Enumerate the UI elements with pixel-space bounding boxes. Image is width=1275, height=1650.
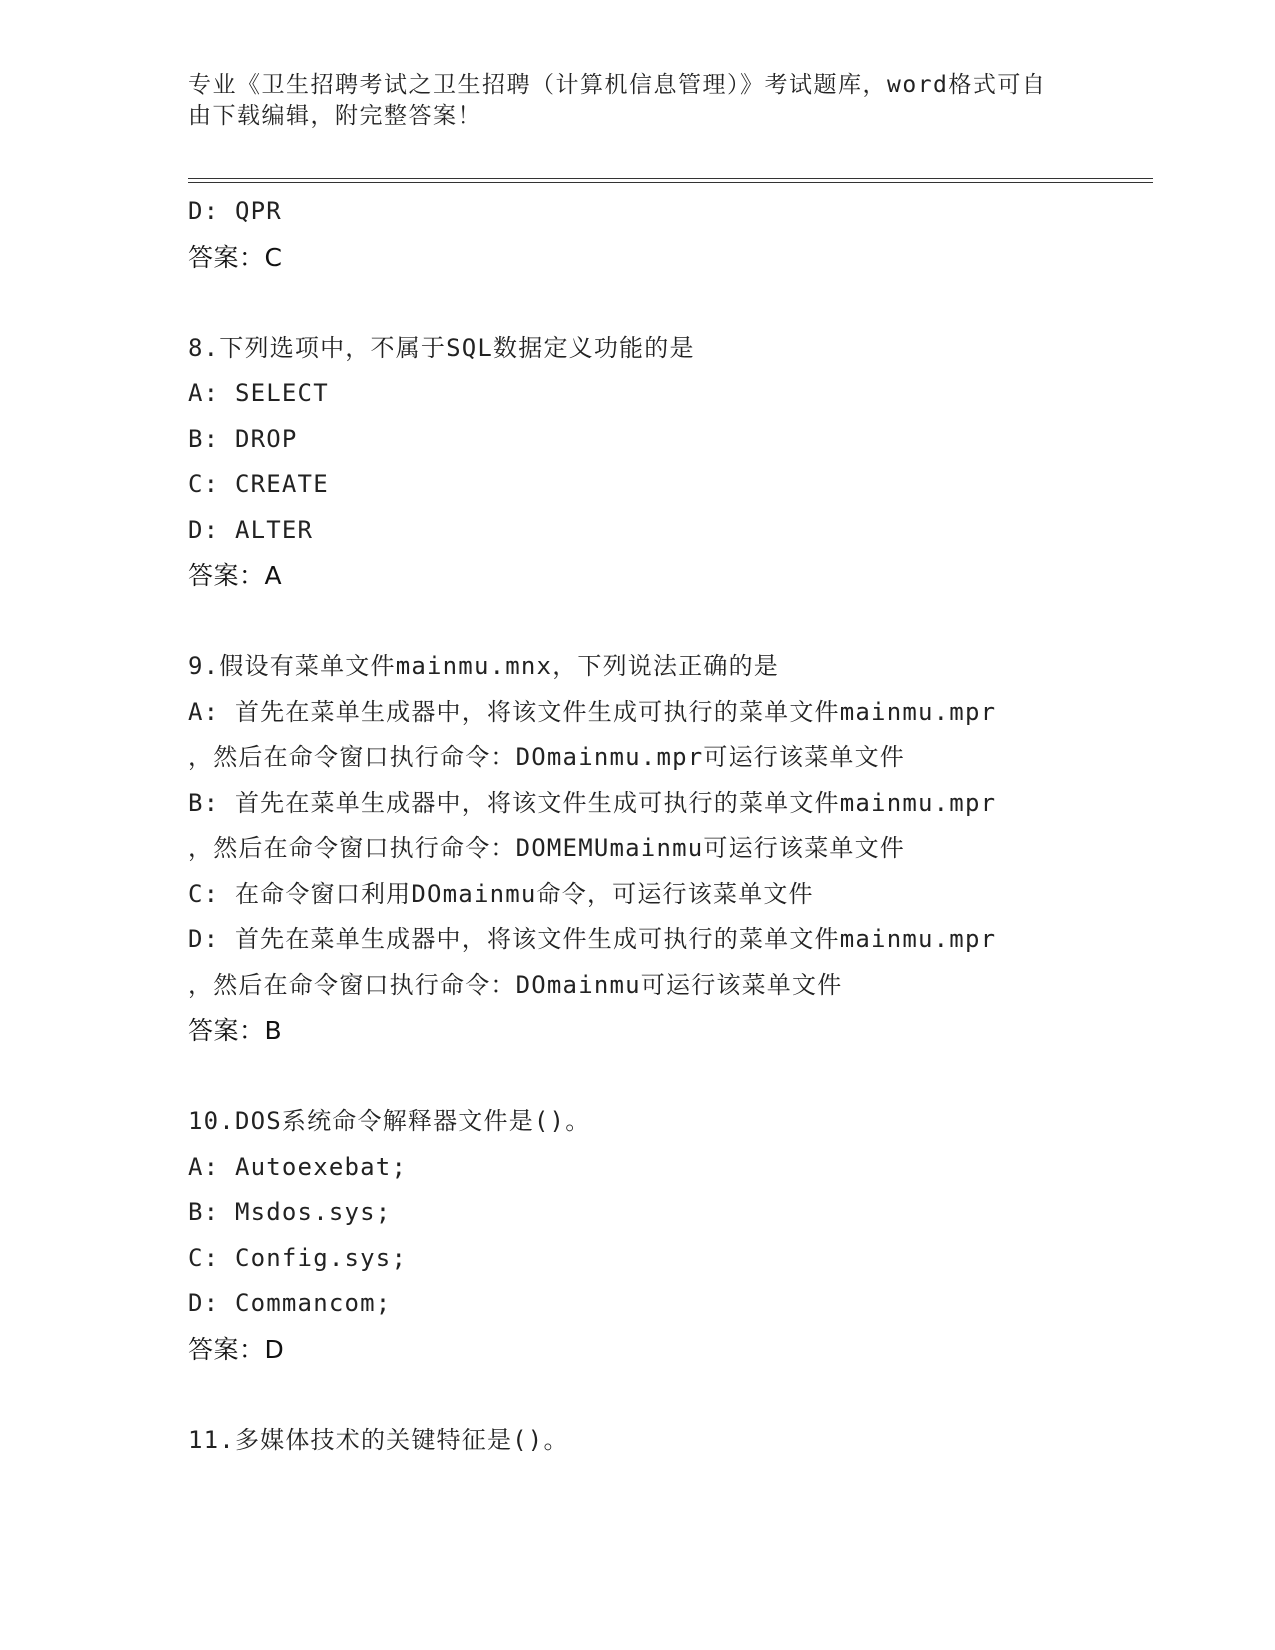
- question-8-option-b: B: DROP: [188, 424, 298, 453]
- spacer: [188, 1054, 1153, 1100]
- spacer: [188, 280, 1153, 326]
- question-10-option-c: C: Config.sys;: [188, 1243, 408, 1272]
- question-8-title: 8.下列选项中，不属于SQL数据定义功能的是: [188, 333, 695, 362]
- question-9-title: 9.假设有菜单文件mainmu.mnx，下列说法正确的是: [188, 652, 779, 680]
- document-header: [188, 70, 1088, 132]
- question-11-title: 11.多媒体技术的关键特征是()。: [188, 1425, 569, 1454]
- question-10-option-d: D: Commancom;: [188, 1289, 392, 1317]
- header-divider-top: [188, 178, 1153, 179]
- question-list: [188, 189, 1153, 1463]
- option-d: D: QPR: [188, 197, 282, 225]
- header-divider-bottom: [188, 182, 1153, 183]
- spacer: [188, 599, 1153, 645]
- question-9-option-c: C: 在命令窗口利用DOmainmu命令，可运行该菜单文件: [188, 879, 814, 908]
- question-9-option-b: B: 首先在菜单生成器中，将该文件生成可执行的菜单文件mainmu.mpr: [188, 788, 997, 817]
- question-9-option-a-cont: ，然后在命令窗口执行命令：DOmainmu.mpr可运行该菜单文件: [188, 743, 905, 771]
- question-9-option-b-cont: ，然后在命令窗口执行命令：DOMEMUmainmu可运行该菜单文件: [188, 834, 905, 862]
- answer-line: 答案：C: [188, 242, 283, 272]
- question-8-option-c: C: CREATE: [188, 470, 329, 498]
- question-9-answer: 答案：B: [188, 1016, 283, 1045]
- question-8-option-d: D: ALTER: [188, 515, 314, 544]
- question-10-title: 10.DOS系统命令解释器文件是()。: [188, 1107, 591, 1135]
- header-line-1: 专业《卫生招聘考试之卫生招聘（计算机信息管理）》考试题库，word格式可自: [188, 72, 1047, 98]
- question-10-answer: 答案：D: [188, 1334, 285, 1364]
- spacer: [188, 1372, 1153, 1418]
- question-8-option-a: A: SELECT: [188, 379, 329, 407]
- header-line-2: 由下载编辑，附完整答案！: [188, 103, 482, 129]
- question-9-option-d: D: 首先在菜单生成器中，将该文件生成可执行的菜单文件mainmu.mpr: [188, 925, 997, 953]
- question-10-option-a: A: Autoexebat;: [188, 1152, 408, 1181]
- question-9-option-d-cont: ，然后在命令窗口执行命令：DOmainmu可运行该菜单文件: [188, 970, 843, 999]
- question-10-option-b: B: Msdos.sys;: [188, 1198, 392, 1226]
- question-9-option-a: A: 首先在菜单生成器中，将该文件生成可执行的菜单文件mainmu.mpr: [188, 697, 997, 726]
- question-8-answer: 答案：A: [188, 561, 283, 590]
